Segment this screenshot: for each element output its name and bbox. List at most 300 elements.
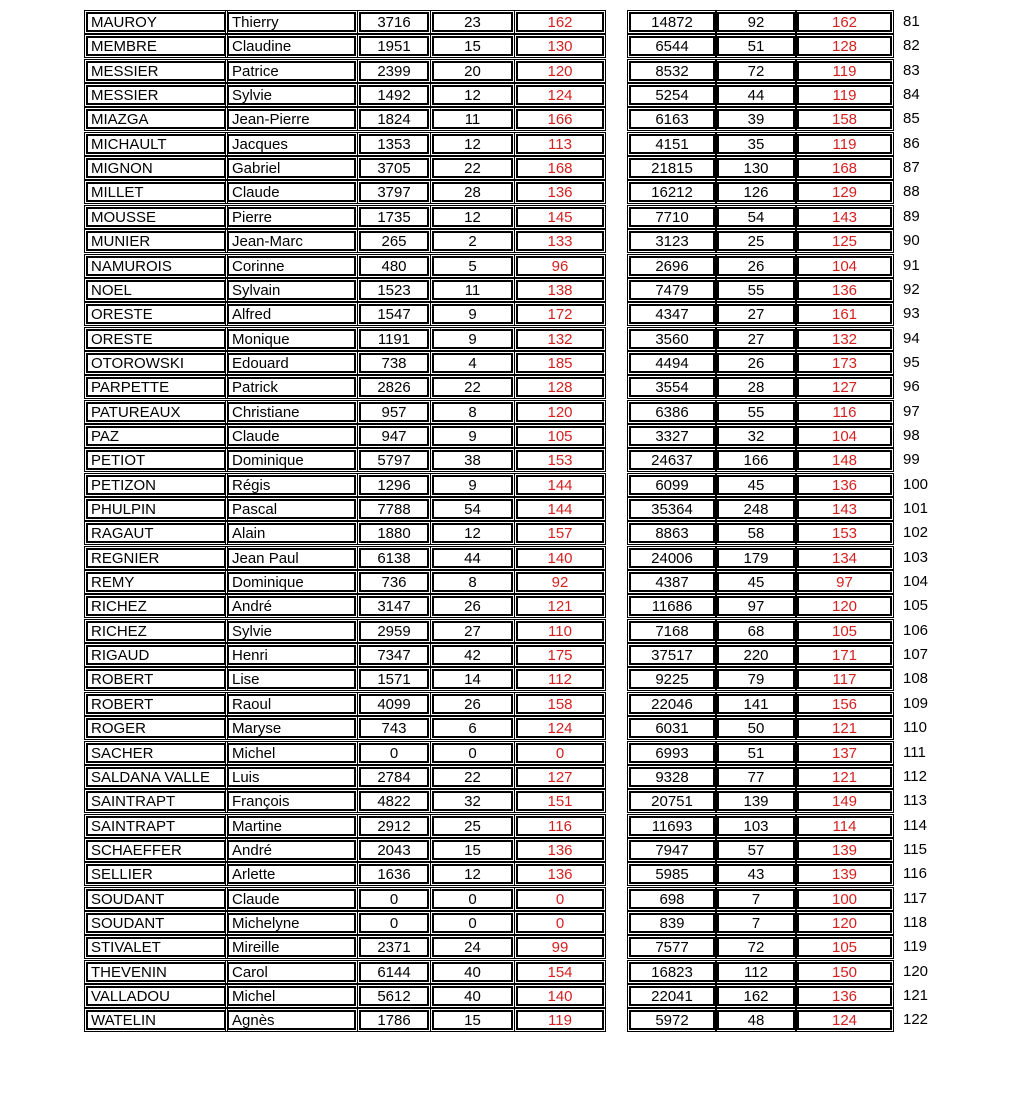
season-average-cell: 143: [797, 207, 892, 227]
season-games-cell: 77: [717, 767, 795, 787]
season-games-cell: 162: [717, 986, 795, 1006]
season-pins-cell: 20751: [629, 791, 715, 811]
season-pins-cell: 7168: [629, 621, 715, 641]
season-average-cell: 153: [797, 523, 892, 543]
rank-number: 91: [903, 256, 920, 274]
table-row: [86, 134, 946, 156]
firstname-cell: Lise: [227, 669, 356, 689]
games-cell: 11: [432, 280, 513, 300]
table-row: [86, 1010, 946, 1032]
season-average-cell: 119: [797, 134, 892, 154]
table-row: [86, 158, 946, 180]
games-cell: 9: [432, 475, 513, 495]
season-pins-cell: 6031: [629, 718, 715, 738]
pins-cell: 2959: [359, 621, 429, 641]
games-cell: 5: [432, 256, 513, 276]
average-cell: 158: [516, 694, 604, 714]
average-cell: 110: [516, 621, 604, 641]
pins-cell: 5797: [359, 450, 429, 470]
season-average-cell: 143: [797, 499, 892, 519]
rank-number: 122: [903, 1011, 929, 1029]
season-games-cell: 7: [717, 889, 795, 909]
lastname-cell: NOEL: [86, 280, 226, 300]
games-cell: 42: [432, 645, 513, 665]
firstname-cell: André: [227, 596, 356, 616]
games-cell: 9: [432, 304, 513, 324]
lastname-cell: MICHAULT: [86, 134, 226, 154]
season-pins-cell: 9225: [629, 669, 715, 689]
pins-cell: 736: [359, 572, 429, 592]
rank-number: 84: [903, 86, 920, 104]
season-pins-cell: 698: [629, 889, 715, 909]
season-average-cell: 162: [797, 12, 892, 32]
lastname-cell: ROBERT: [86, 669, 226, 689]
table-row: [86, 596, 946, 618]
table-row: [86, 450, 946, 472]
games-cell: 27: [432, 621, 513, 641]
rank-number: 118: [903, 913, 927, 931]
firstname-cell: Henri: [227, 645, 356, 665]
season-average-cell: 137: [797, 743, 892, 763]
lastname-cell: MOUSSE: [86, 207, 226, 227]
lastname-cell: RICHEZ: [86, 621, 226, 641]
season-pins-cell: 6386: [629, 402, 715, 422]
firstname-cell: Jean-Marc: [227, 231, 356, 251]
games-cell: 22: [432, 377, 513, 397]
rank-number: 105: [903, 597, 929, 615]
season-games-cell: 26: [717, 256, 795, 276]
rank-number: 82: [903, 37, 920, 55]
firstname-cell: Claude: [227, 889, 356, 909]
lastname-cell: ROGER: [86, 718, 226, 738]
season-games-cell: 27: [717, 329, 795, 349]
pins-cell: 265: [359, 231, 429, 251]
season-pins-cell: 11686: [629, 596, 715, 616]
season-average-cell: 150: [797, 962, 892, 982]
average-cell: 127: [516, 767, 604, 787]
games-cell: 0: [432, 913, 513, 933]
season-games-cell: 92: [717, 12, 795, 32]
average-cell: 140: [516, 986, 604, 1006]
season-games-cell: 72: [717, 61, 795, 81]
rank-number: 119: [903, 938, 927, 956]
season-games-cell: 51: [717, 36, 795, 56]
season-games-cell: 112: [717, 962, 795, 982]
season-average-cell: 120: [797, 913, 892, 933]
games-cell: 32: [432, 791, 513, 811]
rank-number: 93: [903, 305, 920, 323]
rank-number: 101: [903, 500, 929, 517]
season-games-cell: 139: [717, 791, 795, 811]
season-average-cell: 127: [797, 377, 892, 397]
season-games-cell: 45: [717, 572, 795, 592]
pins-cell: 1547: [359, 304, 429, 324]
table-row: [86, 840, 946, 862]
season-average-cell: 161: [797, 304, 892, 324]
pins-cell: 3147: [359, 596, 429, 616]
season-pins-cell: 6099: [629, 475, 715, 495]
firstname-cell: Claude: [227, 182, 356, 202]
season-games-cell: 126: [717, 182, 795, 202]
rank-number: 85: [903, 110, 920, 128]
firstname-cell: Sylvie: [227, 85, 356, 105]
games-cell: 28: [432, 182, 513, 202]
firstname-cell: François: [227, 791, 356, 811]
table-row: [86, 913, 946, 935]
season-games-cell: 179: [717, 548, 795, 568]
lastname-cell: STIVALET: [86, 937, 226, 957]
firstname-cell: Jacques: [227, 134, 356, 154]
season-games-cell: 103: [717, 816, 795, 836]
table-row: [86, 85, 946, 107]
average-cell: 113: [516, 134, 604, 154]
games-cell: 38: [432, 450, 513, 470]
season-average-cell: 114: [797, 816, 892, 836]
average-cell: 185: [516, 353, 604, 373]
games-cell: 14: [432, 669, 513, 689]
season-games-cell: 32: [717, 426, 795, 446]
season-pins-cell: 4347: [629, 304, 715, 324]
rank-number: 107: [903, 646, 929, 664]
season-pins-cell: 8863: [629, 523, 715, 543]
rank-number: 83: [903, 61, 920, 79]
games-cell: 23: [432, 12, 513, 32]
season-pins-cell: 5254: [629, 85, 715, 105]
season-pins-cell: 4494: [629, 353, 715, 373]
average-cell: 0: [516, 743, 604, 763]
table-row: [86, 182, 946, 204]
games-cell: 15: [432, 1010, 513, 1030]
season-pins-cell: 839: [629, 913, 715, 933]
games-cell: 12: [432, 523, 513, 543]
season-average-cell: 119: [797, 61, 892, 81]
games-cell: 0: [432, 889, 513, 909]
firstname-cell: Mireille: [227, 937, 356, 957]
season-average-cell: 168: [797, 158, 892, 178]
season-pins-cell: 4151: [629, 134, 715, 154]
season-games-cell: 130: [717, 158, 795, 178]
season-games-cell: 97: [717, 596, 795, 616]
firstname-cell: Maryse: [227, 718, 356, 738]
lastname-cell: SACHER: [86, 743, 226, 763]
table-row: [86, 645, 946, 667]
season-games-cell: 35: [717, 134, 795, 154]
rank-number: 88: [903, 183, 920, 201]
firstname-cell: Régis: [227, 475, 356, 495]
games-cell: 8: [432, 572, 513, 592]
table-row: [86, 256, 946, 278]
table-row: [86, 718, 946, 740]
games-cell: 12: [432, 85, 513, 105]
pins-cell: 4099: [359, 694, 429, 714]
pins-cell: 1571: [359, 669, 429, 689]
average-cell: 144: [516, 475, 604, 495]
season-games-cell: 26: [717, 353, 795, 373]
rank-number: 121: [903, 987, 929, 1004]
lastname-cell: SOUDANT: [86, 913, 226, 933]
firstname-cell: Arlette: [227, 864, 356, 884]
pins-cell: 3797: [359, 182, 429, 202]
season-average-cell: 119: [797, 85, 892, 105]
table-row: [86, 61, 946, 83]
rank-number: 98: [903, 426, 920, 444]
pins-cell: 2399: [359, 61, 429, 81]
season-games-cell: 50: [717, 718, 795, 738]
rank-number: 103: [903, 548, 929, 566]
season-games-cell: 57: [717, 840, 795, 860]
lastname-cell: PETIZON: [86, 475, 226, 495]
firstname-cell: Martine: [227, 816, 356, 836]
season-average-cell: 105: [797, 937, 892, 957]
lastname-cell: OTOROWSKI: [86, 353, 226, 373]
table-row: [86, 353, 946, 375]
games-cell: 15: [432, 840, 513, 860]
firstname-cell: Patrice: [227, 61, 356, 81]
pins-cell: 957: [359, 402, 429, 422]
games-cell: 15: [432, 36, 513, 56]
games-cell: 25: [432, 816, 513, 836]
rank-number: 94: [903, 329, 920, 347]
firstname-cell: Michel: [227, 986, 356, 1006]
lastname-cell: WATELIN: [86, 1010, 226, 1030]
table-row: [86, 426, 946, 448]
season-pins-cell: 7479: [629, 280, 715, 300]
table-row: [86, 12, 946, 34]
table-row: [86, 475, 946, 497]
pins-cell: 1824: [359, 109, 429, 129]
firstname-cell: Patrick: [227, 377, 356, 397]
rank-number: 104: [903, 573, 929, 591]
season-pins-cell: 4387: [629, 572, 715, 592]
season-pins-cell: 7577: [629, 937, 715, 957]
average-cell: 112: [516, 669, 604, 689]
season-average-cell: 116: [797, 402, 892, 422]
average-cell: 132: [516, 329, 604, 349]
rank-number: 116: [903, 865, 927, 883]
firstname-cell: Pascal: [227, 499, 356, 519]
firstname-cell: Jean Paul: [227, 548, 356, 568]
season-pins-cell: 8532: [629, 61, 715, 81]
season-games-cell: 79: [717, 669, 795, 689]
firstname-cell: Thierry: [227, 12, 356, 32]
games-cell: 4: [432, 353, 513, 373]
firstname-cell: Sylvain: [227, 280, 356, 300]
games-cell: 20: [432, 61, 513, 81]
season-average-cell: 104: [797, 256, 892, 276]
firstname-cell: Pierre: [227, 207, 356, 227]
rank-number: 96: [903, 378, 920, 396]
season-games-cell: 141: [717, 694, 795, 714]
pins-cell: 1191: [359, 329, 429, 349]
firstname-cell: Dominique: [227, 572, 356, 592]
season-average-cell: 139: [797, 864, 892, 884]
season-pins-cell: 2696: [629, 256, 715, 276]
lastname-cell: MESSIER: [86, 85, 226, 105]
rank-number: 95: [903, 353, 920, 371]
games-cell: 44: [432, 548, 513, 568]
season-pins-cell: 14872: [629, 12, 715, 32]
lastname-cell: PATUREAUX: [86, 402, 226, 422]
average-cell: 128: [516, 377, 604, 397]
rank-number: 87: [903, 159, 920, 177]
season-average-cell: 121: [797, 718, 892, 738]
season-pins-cell: 3560: [629, 329, 715, 349]
pins-cell: 480: [359, 256, 429, 276]
season-average-cell: 97: [797, 572, 892, 592]
average-cell: 136: [516, 182, 604, 202]
firstname-cell: Michel: [227, 743, 356, 763]
lastname-cell: ORESTE: [86, 329, 226, 349]
rank-number: 86: [903, 134, 920, 152]
pins-cell: 1296: [359, 475, 429, 495]
games-cell: 11: [432, 109, 513, 129]
average-cell: 166: [516, 109, 604, 129]
pins-cell: 0: [359, 743, 429, 763]
firstname-cell: Michelyne: [227, 913, 356, 933]
season-pins-cell: 3327: [629, 426, 715, 446]
lastname-cell: PARPETTE: [86, 377, 226, 397]
season-pins-cell: 11693: [629, 816, 715, 836]
lastname-cell: MILLET: [86, 182, 226, 202]
season-average-cell: 158: [797, 109, 892, 129]
games-cell: 40: [432, 986, 513, 1006]
season-pins-cell: 24006: [629, 548, 715, 568]
rank-number: 111: [903, 743, 926, 761]
season-pins-cell: 5972: [629, 1010, 715, 1030]
average-cell: 172: [516, 304, 604, 324]
pins-cell: 2043: [359, 840, 429, 860]
pins-cell: 0: [359, 913, 429, 933]
rank-number: 117: [903, 889, 927, 907]
season-average-cell: 134: [797, 548, 892, 568]
lastname-cell: SAINTRAPT: [86, 791, 226, 811]
pins-cell: 1880: [359, 523, 429, 543]
games-cell: 12: [432, 134, 513, 154]
games-cell: 12: [432, 207, 513, 227]
lastname-cell: SELLIER: [86, 864, 226, 884]
games-cell: 22: [432, 767, 513, 787]
pins-cell: 3705: [359, 158, 429, 178]
average-cell: 138: [516, 280, 604, 300]
firstname-cell: Agnès: [227, 1010, 356, 1030]
rank-number: 106: [903, 621, 929, 639]
table-row: [86, 986, 946, 1008]
season-pins-cell: 24637: [629, 450, 715, 470]
rank-number: 81: [903, 13, 920, 30]
average-cell: 153: [516, 450, 604, 470]
season-games-cell: 25: [717, 231, 795, 251]
lastname-cell: SALDANA VALLE: [86, 767, 226, 787]
rank-number: 89: [903, 207, 920, 225]
season-average-cell: 149: [797, 791, 892, 811]
lastname-cell: PHULPIN: [86, 499, 226, 519]
firstname-cell: Edouard: [227, 353, 356, 373]
table-row: [86, 548, 946, 570]
pins-cell: 3716: [359, 12, 429, 32]
season-pins-cell: 37517: [629, 645, 715, 665]
average-cell: 151: [516, 791, 604, 811]
average-cell: 130: [516, 36, 604, 56]
season-games-cell: 51: [717, 743, 795, 763]
rank-number: 120: [903, 962, 929, 980]
season-average-cell: 156: [797, 694, 892, 714]
table-row: [86, 621, 946, 643]
pins-cell: 1786: [359, 1010, 429, 1030]
season-average-cell: 128: [797, 36, 892, 56]
table-row: [86, 669, 946, 691]
season-average-cell: 104: [797, 426, 892, 446]
season-average-cell: 136: [797, 280, 892, 300]
table-row: [86, 767, 946, 789]
table-row: [86, 329, 946, 351]
season-games-cell: 55: [717, 402, 795, 422]
pins-cell: 1951: [359, 36, 429, 56]
table-row: [86, 694, 946, 716]
table-row: [86, 402, 946, 424]
average-cell: 96: [516, 256, 604, 276]
rank-number: 110: [903, 719, 927, 737]
games-cell: 6: [432, 718, 513, 738]
season-average-cell: 117: [797, 669, 892, 689]
rank-number: 113: [903, 792, 927, 810]
table-row: [86, 743, 946, 765]
season-pins-cell: 16823: [629, 962, 715, 982]
table-row: [86, 791, 946, 813]
season-average-cell: 129: [797, 182, 892, 202]
table-row: [86, 280, 946, 302]
firstname-cell: Claudine: [227, 36, 356, 56]
rank-number: 100: [903, 475, 929, 493]
games-cell: 24: [432, 937, 513, 957]
firstname-cell: Corinne: [227, 256, 356, 276]
lastname-cell: RAGAUT: [86, 523, 226, 543]
season-average-cell: 148: [797, 450, 892, 470]
season-pins-cell: 6993: [629, 743, 715, 763]
season-pins-cell: 7947: [629, 840, 715, 860]
average-cell: 162: [516, 12, 604, 32]
average-cell: 116: [516, 816, 604, 836]
lastname-cell: PAZ: [86, 426, 226, 446]
season-pins-cell: 6544: [629, 36, 715, 56]
average-cell: 145: [516, 207, 604, 227]
average-cell: 92: [516, 572, 604, 592]
pins-cell: 743: [359, 718, 429, 738]
games-cell: 9: [432, 426, 513, 446]
pins-cell: 6138: [359, 548, 429, 568]
firstname-cell: André: [227, 840, 356, 860]
table-row: [86, 377, 946, 399]
season-average-cell: 121: [797, 767, 892, 787]
firstname-cell: Alain: [227, 523, 356, 543]
firstname-cell: Claude: [227, 426, 356, 446]
average-cell: 120: [516, 61, 604, 81]
rank-number: 115: [903, 840, 927, 858]
season-games-cell: 55: [717, 280, 795, 300]
season-games-cell: 48: [717, 1010, 795, 1030]
lastname-cell: MAUROY: [86, 12, 226, 32]
lastname-cell: ROBERT: [86, 694, 226, 714]
games-cell: 12: [432, 864, 513, 884]
season-pins-cell: 7710: [629, 207, 715, 227]
season-pins-cell: 9328: [629, 767, 715, 787]
average-cell: 175: [516, 645, 604, 665]
lastname-cell: MESSIER: [86, 61, 226, 81]
rank-number: 97: [903, 402, 920, 420]
pins-cell: 2784: [359, 767, 429, 787]
lastname-cell: MUNIER: [86, 231, 226, 251]
rank-number: 90: [903, 232, 920, 250]
pins-cell: 1636: [359, 864, 429, 884]
